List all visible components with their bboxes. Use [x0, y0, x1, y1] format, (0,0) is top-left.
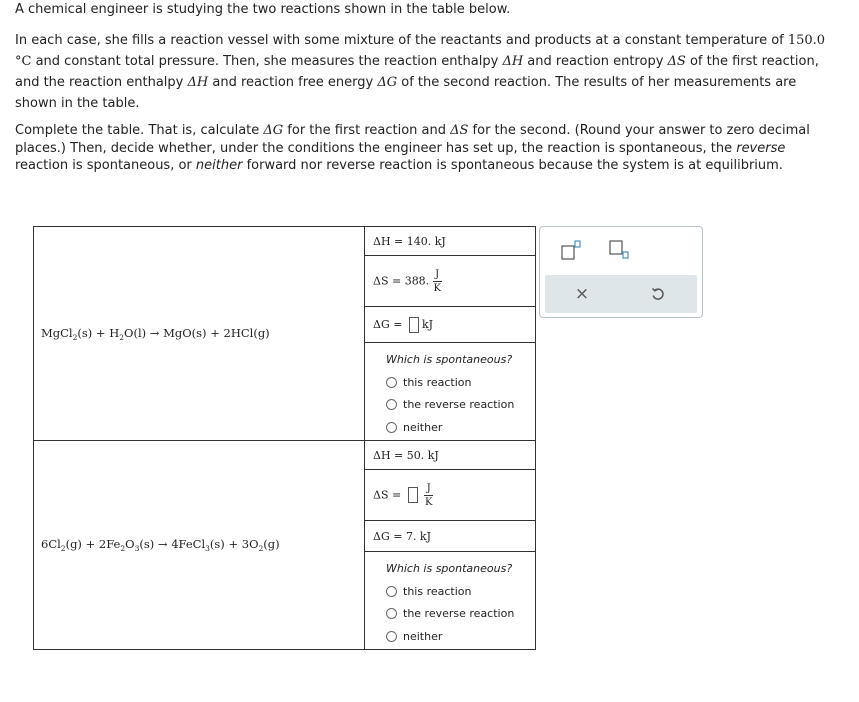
plus: +	[81, 537, 99, 551]
radio-label: the reverse reaction	[403, 398, 515, 411]
subscript: 2	[120, 544, 126, 553]
subscript: 2	[258, 544, 264, 553]
reaction-arrow-icon: →	[157, 537, 168, 551]
free-energy-label: ΔG =	[373, 317, 406, 331]
reaction-1-free-energy	[365, 307, 536, 343]
task-text-1: Complete the table. That is, calculate	[15, 123, 264, 138]
unit-denominator: K	[424, 496, 433, 508]
formula: 4FeCl	[171, 537, 206, 551]
reactions-table	[33, 226, 536, 650]
setup-text-2: and constant total pressure. Then, she measures the reaction enthalpy	[31, 54, 503, 69]
entropy-symbol: ΔS	[450, 123, 469, 138]
radio-button[interactable]	[386, 377, 397, 388]
reaction-1-enthalpy: ΔH = 140. kJ	[365, 227, 536, 256]
task-text-2: for the first reaction and	[283, 123, 451, 138]
undo-button[interactable]	[645, 281, 671, 307]
enthalpy-symbol: ΔH	[187, 75, 209, 90]
state: (g)	[253, 325, 270, 340]
spontaneity-question: Which is spontaneous?	[386, 561, 513, 575]
unit-numerator: J	[435, 268, 440, 280]
setup-text-6: of the second reaction. The results of her measurements are shown in the table.	[15, 75, 797, 111]
subscript: 2	[72, 332, 78, 342]
radio-option-this-reaction[interactable]	[386, 580, 535, 603]
state: (g)	[65, 537, 82, 551]
reaction-2-free-energy: ΔG = 7. kJ	[365, 521, 536, 552]
state: (s)	[191, 325, 207, 340]
formula: 6Cl	[41, 537, 61, 551]
fraction-bar	[424, 495, 433, 496]
state: (l)	[133, 325, 147, 340]
task-text-3: for the second. (Round your answer to zero decimal places.) Then, decide whether, under the conditions the engineer has set up, the reaction is spontaneous, the	[15, 123, 810, 156]
superscript-box-icon	[560, 239, 582, 261]
unit-fraction	[424, 483, 433, 508]
table-row	[34, 441, 536, 470]
plus: +	[206, 325, 224, 340]
free-energy-answer-input[interactable]	[409, 317, 419, 333]
formula: 3O	[241, 537, 259, 551]
task-text-4: reaction is spontaneous, or	[15, 158, 196, 173]
radio-option-neither[interactable]	[386, 416, 535, 439]
formula: MgO	[163, 325, 192, 340]
free-energy-symbol: ΔG	[377, 75, 398, 90]
subscript-button[interactable]	[606, 237, 632, 263]
problem-setup	[15, 30, 830, 114]
unit-fraction	[433, 269, 442, 294]
radio-option-this-reaction[interactable]	[386, 371, 535, 394]
radio-option-reverse-reaction[interactable]	[386, 393, 535, 416]
reaction-1-equation	[34, 227, 365, 441]
reaction-arrow-icon: →	[149, 325, 160, 340]
task-reverse-word: reverse	[736, 140, 786, 156]
spontaneity-question: Which is spontaneous?	[386, 352, 513, 366]
radio-option-reverse-reaction[interactable]	[386, 602, 535, 625]
undo-icon	[650, 286, 666, 302]
formula: O	[125, 537, 135, 551]
task-neither-word: neither	[195, 158, 243, 173]
clear-button[interactable]	[569, 281, 595, 307]
reaction-2-equation	[34, 441, 365, 650]
problem-task	[15, 122, 830, 175]
free-energy-symbol: ΔG	[263, 123, 284, 138]
radio-label: this reaction	[403, 375, 472, 389]
free-energy-unit: kJ	[421, 317, 434, 331]
problem-title: A chemical engineer is studying the two reactions shown in the table below.	[15, 2, 511, 17]
reaction-2-enthalpy: ΔH = 50. kJ	[365, 441, 536, 470]
radio-button[interactable]	[386, 586, 397, 597]
toolbox-format-row	[540, 227, 702, 273]
setup-text-4: of the first reaction, and the reaction enthalpy	[15, 54, 819, 90]
entropy-label: ΔS = 388.	[373, 274, 430, 287]
answer-toolbox	[539, 226, 703, 318]
state: (s)	[77, 325, 93, 340]
reaction-1-entropy	[365, 256, 536, 307]
radio-label: this reaction	[403, 584, 472, 598]
formula: 2HCl	[223, 325, 254, 340]
entropy-symbol: ΔS	[667, 54, 686, 69]
radio-option-neither[interactable]	[386, 625, 535, 648]
unit-denominator: K	[433, 282, 441, 294]
state: (g)	[263, 537, 280, 551]
superscript-button[interactable]	[558, 237, 584, 263]
toolbox-action-row	[545, 275, 697, 313]
radio-button[interactable]	[386, 399, 397, 410]
radio-label: neither	[403, 629, 443, 643]
entropy-answer-input[interactable]	[408, 487, 418, 503]
radio-label: neither	[403, 420, 443, 434]
radio-button[interactable]	[386, 631, 397, 642]
reaction-1-spontaneity	[365, 343, 536, 441]
radio-button[interactable]	[386, 608, 397, 619]
setup-text-1: In each case, she fills a reaction vessel with some mixture of the reactants and products at a constant temperature of	[15, 33, 788, 48]
task-text-5: forward nor reverse reaction is spontaneous because the system is at equilibrium.	[242, 158, 783, 173]
formula: 2Fe	[98, 537, 121, 551]
subscript-box-icon	[608, 239, 630, 261]
setup-text-3: and reaction entropy	[523, 54, 668, 69]
unit-numerator: J	[426, 482, 431, 494]
formula: O	[124, 325, 134, 340]
table-row	[34, 227, 536, 256]
formula: MgCl	[41, 325, 73, 340]
enthalpy-symbol: ΔH	[502, 54, 524, 69]
temperature-value: 150.0 °C	[15, 33, 826, 69]
subscript: 3	[205, 544, 210, 553]
entropy-label: ΔS =	[373, 488, 405, 501]
fraction-bar	[433, 281, 442, 282]
formula: H	[109, 325, 120, 340]
reaction-2-entropy	[365, 470, 536, 521]
radio-label: the reverse reaction	[403, 607, 515, 620]
close-icon: ×	[574, 284, 590, 304]
subscript: 2	[60, 544, 66, 553]
plus: +	[224, 537, 242, 551]
reaction-2-spontaneity	[365, 552, 536, 650]
subscript: 2	[119, 332, 125, 342]
radio-button[interactable]	[386, 422, 397, 433]
state: (s)	[139, 537, 155, 551]
state: (s)	[209, 537, 225, 551]
plus: +	[92, 325, 110, 340]
subscript: 3	[134, 544, 140, 553]
setup-text-5: and reaction free energy	[208, 75, 378, 90]
